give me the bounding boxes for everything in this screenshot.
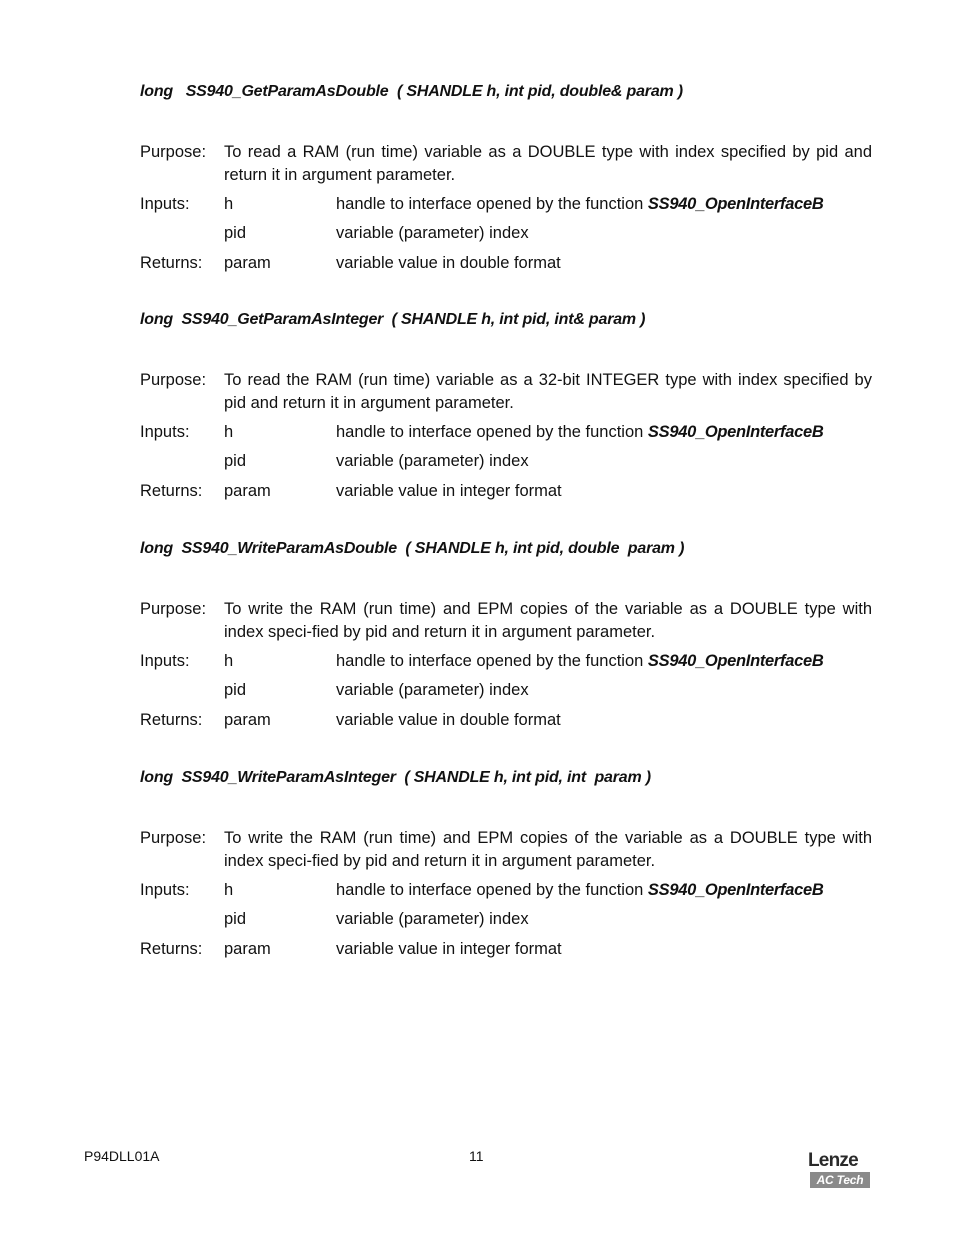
- returns-label: Returns:: [140, 711, 203, 729]
- arg-desc: handle to interface opened by the function SS940_OpenInterfaceB: [336, 195, 824, 213]
- purpose-label: Purpose:: [140, 371, 207, 389]
- logo-wordmark: Lenze: [808, 1150, 858, 1171]
- return-desc: variable value in integer format: [336, 482, 562, 500]
- return-desc: variable value in double format: [336, 254, 561, 272]
- returns-label: Returns:: [140, 254, 203, 272]
- return-desc: variable value in integer format: [336, 940, 562, 958]
- return-name: param: [224, 482, 271, 500]
- arg-desc: variable (parameter) index: [336, 910, 529, 928]
- arg-name: pid: [224, 224, 247, 242]
- arg-name: h: [224, 881, 234, 899]
- inputs-label: Inputs:: [140, 423, 190, 441]
- function-reference: SS940_OpenInterfaceB: [647, 652, 824, 670]
- return-name: param: [224, 940, 271, 958]
- function-signature: long SS940_GetParamAsInteger ( SHANDLE h, int pid, int& param ): [140, 311, 646, 328]
- arg-desc: variable (parameter) index: [336, 452, 529, 470]
- arg-name: h: [224, 652, 234, 670]
- page-number: 11: [469, 1148, 484, 1164]
- inputs-label: Inputs:: [140, 881, 190, 899]
- arg-desc: handle to interface opened by the function SS940_OpenInterfaceB: [336, 423, 824, 441]
- arg-name: pid: [224, 910, 247, 928]
- returns-label: Returns:: [140, 940, 203, 958]
- return-name: param: [224, 254, 271, 272]
- function-reference: SS940_OpenInterfaceB: [647, 195, 824, 213]
- document-id: P94DLL01A: [84, 1148, 160, 1164]
- function-signature: long SS940_GetParamAsDouble ( SHANDLE h, int pid, double& param ): [140, 83, 683, 100]
- arg-desc: variable (parameter) index: [336, 681, 529, 699]
- function-reference: SS940_OpenInterfaceB: [647, 881, 824, 899]
- purpose-text: To write the RAM (run time) and EPM copies of the variable as a DOUBLE type with index speci-fied by pid and return it in argument parameter.: [224, 600, 872, 641]
- purpose-text: To write the RAM (run time) and EPM copies of the variable as a DOUBLE type with index speci-fied by pid and return it in argument parameter.: [224, 829, 872, 870]
- arg-desc: handle to interface opened by the function SS940_OpenInterfaceB: [336, 652, 824, 670]
- purpose-text: To read a RAM (run time) variable as a DOUBLE type with index specified by pid and return it in argument parameter.: [224, 143, 872, 184]
- returns-label: Returns:: [140, 482, 203, 500]
- purpose-label: Purpose:: [140, 600, 207, 618]
- arg-name: pid: [224, 681, 247, 699]
- arg-name: h: [224, 195, 234, 213]
- inputs-label: Inputs:: [140, 652, 190, 670]
- arg-desc: variable (parameter) index: [336, 224, 529, 242]
- function-signature: long SS940_WriteParamAsInteger ( SHANDLE h, int pid, int param ): [140, 769, 651, 786]
- arg-desc: handle to interface opened by the function SS940_OpenInterfaceB: [336, 881, 824, 899]
- arg-name: h: [224, 423, 234, 441]
- inputs-label: Inputs:: [140, 195, 190, 213]
- purpose-text: To read the RAM (run time) variable as a 32-bit INTEGER type with index specified by pid and return it in argument parameter.: [224, 371, 872, 412]
- arg-name: pid: [224, 452, 247, 470]
- purpose-label: Purpose:: [140, 143, 207, 161]
- function-reference: SS940_OpenInterfaceB: [647, 423, 824, 441]
- return-desc: variable value in double format: [336, 711, 561, 729]
- logo-subbrand: AC Tech: [810, 1172, 870, 1188]
- purpose-label: Purpose:: [140, 829, 207, 847]
- lenze-actech-logo: [808, 1150, 872, 1190]
- function-signature: long SS940_WriteParamAsDouble ( SHANDLE h, int pid, double param ): [140, 540, 685, 557]
- return-name: param: [224, 711, 271, 729]
